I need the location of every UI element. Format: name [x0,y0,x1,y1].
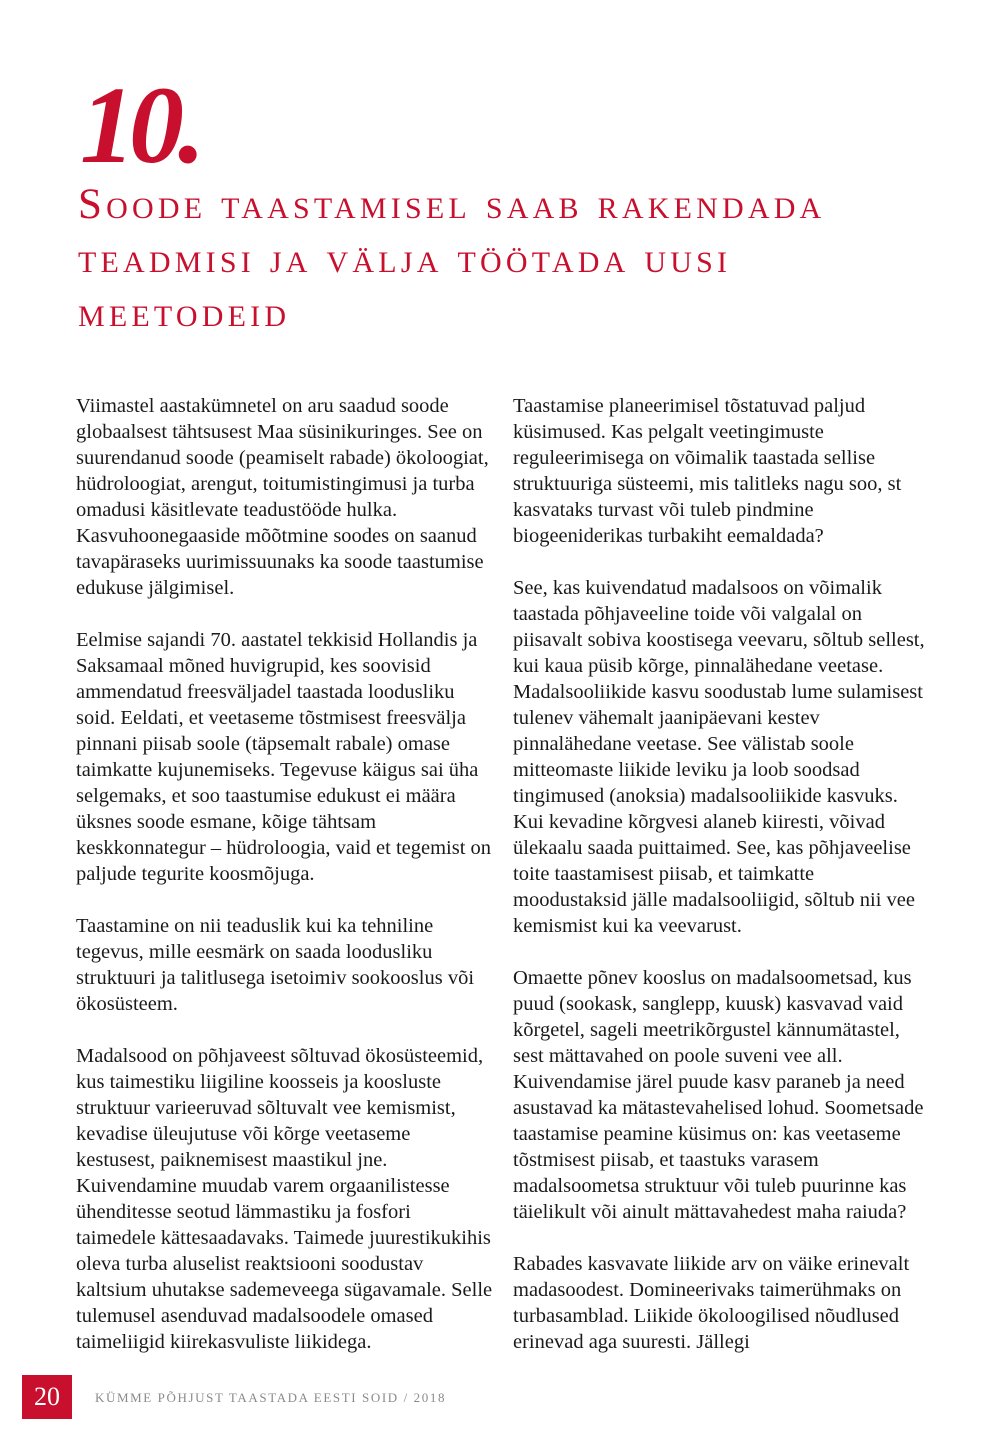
text-column-right [513,393,931,1381]
paragraph: Madalsood on põhjaveest sõltuvad ökosüsteemid, kus taimestiku liigiline koosseis ja koosluste struktuur varieeruvad sõltuvalt vee kemismist, kevadise üleujutuse või kõrge veetaseme kestusest, paiknemisest maastikul jne. Kuivendamine muudab varem orgaanilistesse ühenditesse seotud lämmastiku ja fosfori taimedele kättesaadavaks. Taimede juurestikukihis oleva turba aluselist reaktsiooni soodustav kaltsium uhutakse sademeveega sügavamale. Selle tulemusel asenduvad madalsoodele omased taimeliigid kiirekasvuliste liikidega. [76,1045,493,1353]
paragraph: Omaette põnev kooslus on madalsoometsad, kus puud (sookask, sanglepp, kuusk) kasvavad vaid kõrgetel, sageli meetrikõrgustel kännumätastel, sest mättavahed on poole suveni vee all. Kuivendamise järel puude kasv paraneb ja need asustavad ka mätastevahelised lohud. Soometsade taastamise peamine küsimus on: kas veetaseme tõstmisest piisab, et taastuks varasem madalsoometsa struktuur või tuleb puurinne kas täielikult või ainult mättavahedest maha raiuda? [513,967,924,1223]
chapter-title: Soode taastamisel saab rakendada teadmisi ja välja töötada uusi meetodeid [78,181,826,336]
paragraph: Taastamine on nii teaduslik kui ka tehniline tegevus, mille eesmärk on saada loodusliku struktuuri ja talitlusega isetoimiv sookooslus või ökosüsteem. [76,915,475,1015]
running-footer: KÜMME PÕHJUST TAASTADA EESTI SOID / 2018 [95,1390,447,1405]
text-column-left [76,393,494,1381]
chapter-number: 10. [80,64,200,186]
paragraph: See, kas kuivendatud madalsoos on võimalik taastada põhjaveeline toide või valgalal on piisavalt sobiva koostisega veevaru, sõltub sellest, kui kaua püsib kõrge, pinnalähedane veetase. Madalsooliikide kasvu soodustab lume sulamisest tulenev vähemalt jaanipäevani kestev pinnalähedane veetase. See välistab soole mitteomaste liikide leviku ja loob soodsad tingimused (anoksia) madalsooliikide kasvuks. Kui kevadine kõrgvesi alaneb kiiresti, võivad ülekaalu saada puittaimed. See, kas põhjaveelise toite taastamisest piisab, et taimkatte moodustaksid jälle madalsooliigid, sõltub nii vee kemismist kui ka veevarust. [513,577,925,937]
paragraph: Viimastel aastakümnetel on aru saadud soode globaalsest tähtsusest Maa süsinikuringes. See on suurendanud soode (peamiselt rabade) ökoloogiat, hüdroloogiat, arengut, toitumistingimusi ja turba omadusi käsitlevate teadustööde hulka. Kasvuhoonegaaside mõõtmine soodes on saanud tavapäraseks uurimissuunaks ka soode taastumise edukuse jälgimisel. [76,395,489,599]
paragraph: Rabades kasvavate liikide arv on väike erinevalt madasoodest. Domineerivaks taimerühmaks on turbasamblad. Liikide ökoloogilised nõudlused erinevad aga suuresti. Jällegi [513,1253,910,1353]
page-number: 20 [22,1375,72,1419]
paragraph: Taastamise planeerimisel tõstatuvad paljud küsimused. Kas pelgalt veetingimuste reguleerimisega on võimalik taastada sellise struktuuriga süsteemi, mis talitleks nagu soo, st kasvataks turvast või tuleb pindmine biogeeniderikas turbakiht eemaldada? [513,395,902,547]
paragraph: Eelmise sajandi 70. aastatel tekkisid Hollandis ja Saksamaal mõned huvigrupid, kes soovisid ammendatud freesväljadel taastada loodusliku soid. Eeldati, et veetaseme tõstmisest freesvälja pinnani piisab soole (täpsemalt rabale) omase taimkatte kujunemiseks. Tegevuse käigus sai üha selgemaks, et soo taastumise edukust ei määra üksnes soode esmane, kõige tähtsam keskkonnategur – hüdroloogia, vaid et tegemist on paljude tegurite koosmõjuga. [76,629,492,885]
